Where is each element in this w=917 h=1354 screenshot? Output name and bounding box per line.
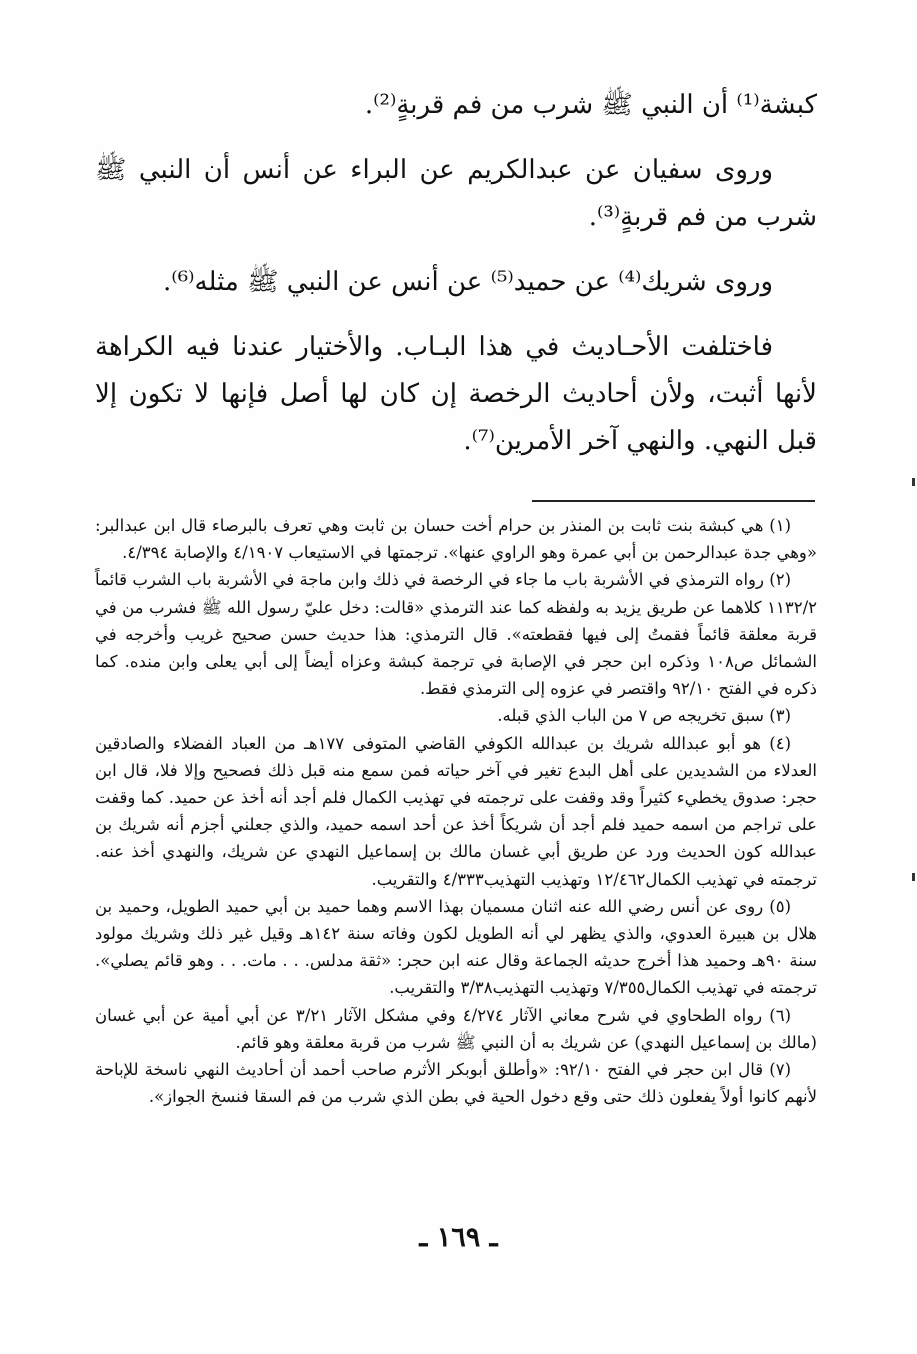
main-paragraph: فاختلفت الأحـاديث في هذا البـاب. والأختيار عندنا فيه الكراهة لأنها أثبت، ولأن أحاديث الرخصة إن كان لها أصل فإنها لا تكون إلا قبل النهي. والنهي آخر الأمرين⁽⁷⁾. [95,332,817,456]
footnote-1: (١) هي كبشة بنت ثابت بن المنذر بن حرام أخت حسان بن ثابت وهي تعرف بالبرصاء قال ابن عبدالبر: «وهي جدة عبدالرحمن بن أبي عمرة وهو الراوي عنها». ترجمتها في الاستيعاب ٤/١٩٠٧ والإصابة ٤/٣٩٤. [95,516,817,563]
scan-edge-mark [912,478,915,486]
footnotes [95,512,817,1110]
footnote-3: (٣) سبق تخريجه ص ٧ من الباب الذي قبله. [497,706,791,726]
footnote-2: (٢) رواه الترمذي في الأشربة باب ما جاء في الرخصة في ذلك وابن ماجة في الأشربة باب الشرب قائماً ١١٣٢/٢ كلاهما عن طريق يزيد به ولفظه كما عند الترمذي «قالت: دخل عليّ رسول الله ﷺ فشرب من في قربة معلقة قائماً فقمتُ إلى فيها فقطعته». قال الترمذي: هذا حديث حسن صحيح غريب وأخرجه في الشمائل ص١٠٨ وذكره ابن حجر في الإصابة في ترجمة كبشة وعزاه أيضاً إلى أبي يعلى وابن منده. كما ذكره في الفتح ٩٢/١٠ واقتصر في عزوه إلى الترمذي فقط. [95,570,817,699]
scan-edge-mark [912,873,915,881]
main-paragraph: وروى شريك⁽⁴⁾ عن حميد⁽⁵⁾ عن أنس عن النبي ﷺ مثله⁽⁶⁾. [163,267,773,297]
footnote-7: (٧) قال ابن حجر في الفتح ٩٢/١٠: «وأطلق أبوبكر الأثرم صاحب أحمد أن أحاديث النهي ناسخة للإباحة لأنهم كانوا أولاً يفعلون ذلك حتى وقع دخول الحية في بطن الذي شرب من فم السقا فنسخ الجواز». [95,1060,817,1107]
page-number: ـ ١٦٩ ـ [419,1222,498,1253]
footnote-4: (٤) هو أبو عبدالله شريك بن عبدالله الكوفي القاضي المتوفى ١٧٧هـ من العباد الفضلاء والصادقين العدلاء من الشديدين على أهل البدع تغير في آخر حياته فمن سمع منه قبل ذلك فصحيح وإلا فلا، قال ابن حجر: صدوق يخطيء كثيراً وقد وقفت على ترجمته في تهذيب الكمال فلم أجد أنه أخذ عن حميد. كما وقفت على تراجم من اسمه حميد فلم أجد أن شريكاً أخذ عن أحد اسمه حميد، والذي جعلني أجزم أنه شريك بن عبدالله كون الحديث ورد عن طريق أبي غسان مالك بن إسماعيل النهدي عن شريك، والنهدي أخذ عنه. ترجمته في تهذيب الكمال١٢/٤٦٢ وتهذيب التهذيب٤/٣٣٣ والتقريب. [95,733,817,889]
main-paragraph: وروى سفيان عن عبدالكريم عن البراء عن أنس أن النبي ﷺ شرب من فم قربةٍ⁽³⁾. [95,155,817,232]
footnote-6: (٦) رواه الطحاوي في شرح معاني الآثار ٤/٢٧٤ وفي مشكل الآثار ٣/٢١ عن أبي أمية عن أبي غسان (مالك بن إسماعيل النهدي) عن شريك به أن النبي ﷺ شرب من قربة معلقة وهو قائم. [95,1005,817,1052]
footnote-5: (٥) روى عن أنس رضي الله عنه اثنان مسميان بهذا الاسم وهما حميد بن أبي حميد الطويل، وحميد بن هلال بن هبيرة العدوي، والذي يظهر لي أنه الطويل لكون وفاته سنة ١٤٢هـ وقيل غير ذلك وشريك مولود سنة ٩٠هـ وحميد هذا أخرج حديثه الجماعة وقال عنه ابن حجر: «ثقة مدلس. . . مات. . . وهو قائم يصلي». ترجمته في تهذيب الكمال٧/٣٥٥ وتهذيب التهذيب٣/٣٨ والتقريب. [95,896,817,998]
main-paragraph: كبشة⁽¹⁾ أن النبي ﷺ شرب من فم قربةٍ⁽²⁾. [364,90,817,120]
main-text [95,82,817,465]
footnote-divider [532,500,815,502]
